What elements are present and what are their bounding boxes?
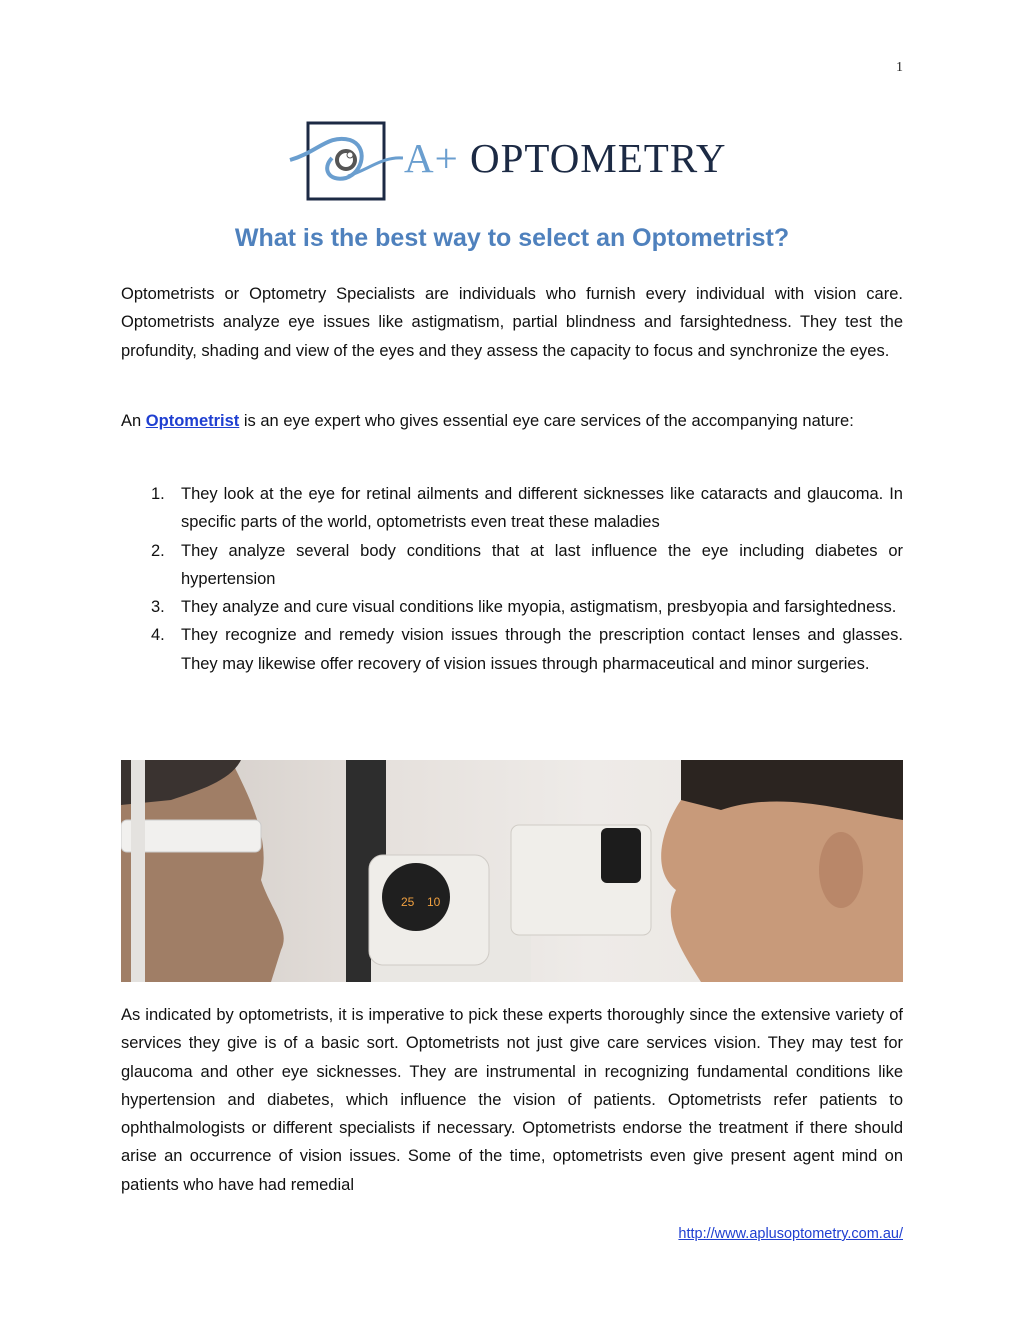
list-item: 1. They look at the eye for retinal ailments and different sicknesses like cataracts and glaucoma. In specific parts of the world, optometrists even treat these maladies (151, 485, 903, 532)
optometrist-link[interactable]: Optometrist (145, 412, 240, 430)
logo (288, 120, 738, 202)
eye-exam-photo (121, 760, 903, 982)
list-item: 3. They analyze and cure visual conditions like myopia, astigmatism, presbyopia and farsightedness. (151, 598, 897, 617)
services-list (121, 480, 903, 678)
eye-logo-icon (288, 120, 403, 202)
svg-text:10: 10 (427, 895, 441, 909)
eye-exam-illustration (121, 760, 903, 982)
services-suffix: is an eye expert who gives essential eye care services of the accompanying nature: (239, 412, 854, 430)
services-paragraph (121, 407, 903, 435)
page-title: What is the best way to select an Optometrist? (234, 224, 790, 252)
list-item: 4. They recognize and remedy vision issues through the prescription contact lenses and glasses. They may likewise offer recovery of vision issues through pharmaceutical and minor surgeries. (151, 626, 903, 673)
svg-text:25: 25 (401, 895, 415, 909)
logo-name: OPTOMETRY (469, 135, 727, 181)
intro-paragraph: Optometrists or Optometry Specialists are individuals who furnish every individual with vision care. Optometrists analyze eye issues like astigmatism, partial blindness and farsightedness. They test the profundity, shading and view of the eyes and they assess the capacity to focus and synchronize the eyes. (121, 285, 903, 360)
list-item: 2. They analyze several body conditions that at last influence the eye including diabetes or hypertension (151, 541, 903, 588)
page-number: 1 (896, 60, 903, 75)
logo-wordmark (404, 134, 727, 182)
website-link[interactable]: http://www.aplusoptometry.com.au/ (678, 1226, 903, 1242)
logo-mark: A+ (404, 135, 459, 181)
closing-paragraph: As indicated by optometrists, it is imperative to pick these experts thoroughly since the extensive variety of services they give is of a basic sort. Optometrists not just give care services vision. They may test for glaucoma and other eye sicknesses. They are instrumental in recognizing fundamental conditions like hypertension and diabetes, which influence the vision of patients. Optometrists refer patients to ophthalmologists or different specialists if necessary. Optometrists endorse the treatment if there should arise an occurrence of vision issues. Some of the time, optometrists even give present agent mind on patients who have had remedial (121, 1006, 903, 1194)
services-prefix: An (121, 412, 146, 430)
